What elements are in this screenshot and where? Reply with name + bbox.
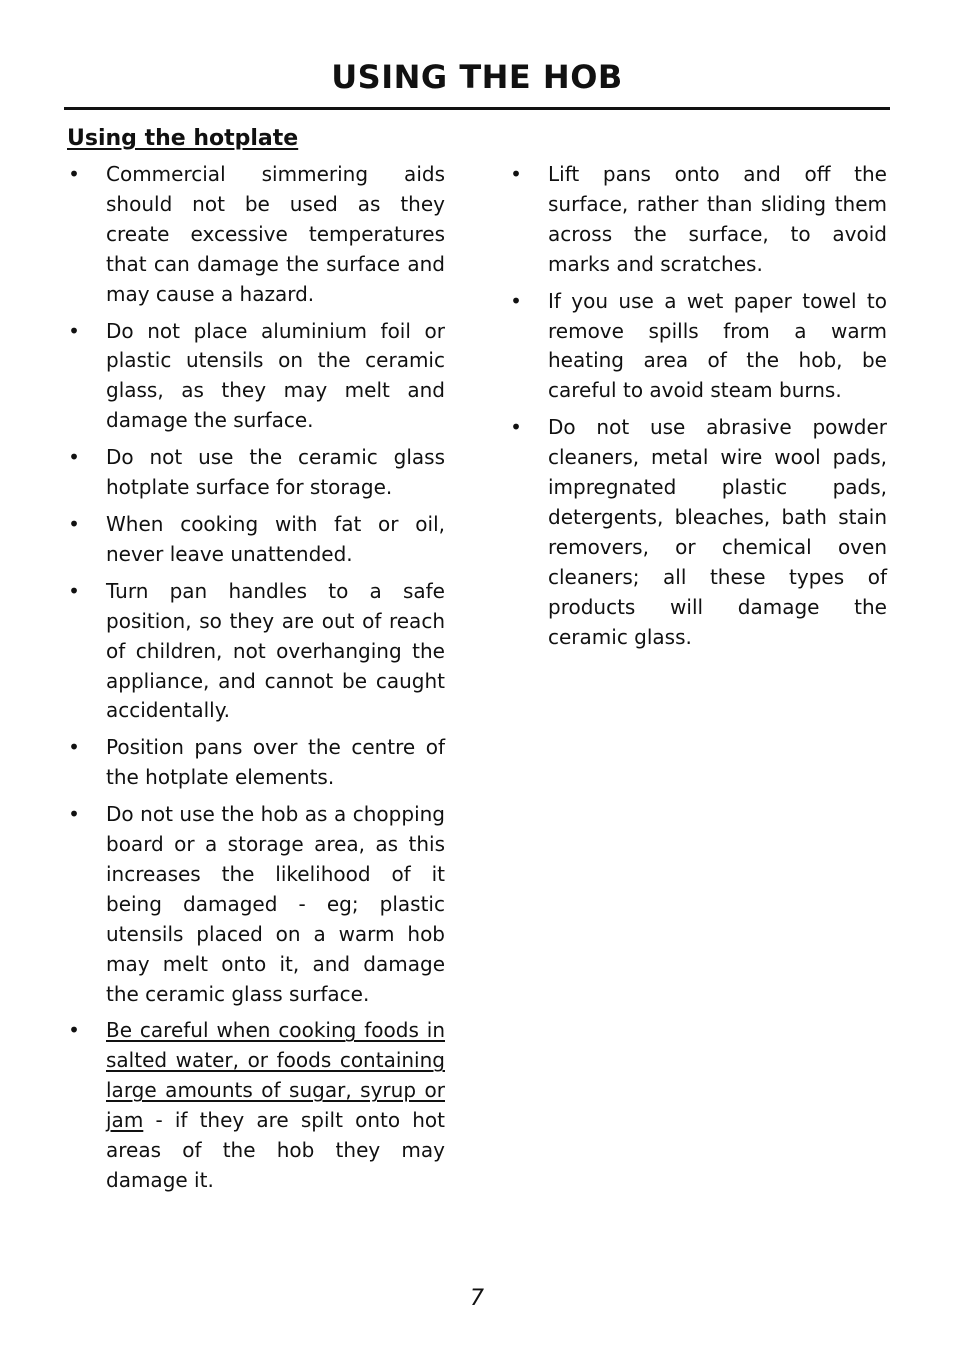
list-item-text: If you use a wet paper towel to remove spills from a warm heating area of the hob, be careful to avoid steam burns.	[548, 288, 887, 403]
list-item	[67, 577, 445, 727]
list-item-text: Do not use abrasive powder cleaners, metal wire wool pads, impregnated plastic pads, detergents, bleaches, bath stain removers, or chemical oven cleaners; all these types of products will damage the ceramic glass.	[548, 415, 887, 649]
list-item	[509, 413, 887, 652]
list-item-text: Do not use the hob as a chopping board or a storage area, as this increases the likelihood of it being damaged - eg; plastic utensils placed on a warm hob may melt onto it, and damage the ceramic glass surface.	[106, 802, 445, 1006]
bullet-icon: •	[68, 445, 80, 470]
list-item-text: Position pans over the centre of the hotplate elements.	[106, 735, 445, 790]
bullet-icon: •	[68, 318, 80, 343]
list-item-text: Do not use the ceramic glass hotplate surface for storage.	[106, 445, 445, 500]
underlined-warning-text: Be careful when cooking foods in salted water, or foods containing large amounts of sugar, syrup or jam	[106, 1018, 445, 1133]
list-item	[67, 733, 445, 793]
bullet-icon: •	[510, 415, 522, 440]
list-item-text: Lift pans onto and off the surface, rather than sliding them across the surface, to avoid marks and scratches.	[548, 162, 887, 276]
list-item	[509, 160, 887, 280]
list-item	[67, 443, 445, 503]
bullet-icon: •	[68, 578, 80, 603]
list-item	[67, 317, 445, 437]
bullet-icon: •	[510, 162, 522, 186]
bullet-icon: •	[68, 735, 80, 760]
list-item-text: When cooking with fat or oil, never leave unattended.	[106, 511, 445, 566]
bullet-icon: •	[68, 1018, 80, 1043]
section-heading: Using the hotplate	[67, 126, 299, 151]
page-title: USING THE HOB	[331, 58, 623, 96]
bullet-icon: •	[68, 802, 80, 827]
left-bullet-list	[67, 160, 445, 1203]
title-divider	[64, 107, 890, 110]
list-item-text: Turn pan handles to a safe position, so they are out of reach of children, not overhanging the appliance, and cannot be caught accidentally.	[106, 578, 445, 723]
right-bullet-list	[509, 160, 887, 660]
page-number: 7	[470, 1286, 484, 1311]
list-item-text: Commercial simmering aids should not be used as they create excessive temperatures that can damage the surface and may cause a hazard.	[106, 162, 445, 306]
list-item	[67, 160, 445, 310]
list-item-text: - if they are spilt onto hot areas of the hob they may damage it.	[106, 1108, 445, 1192]
list-item	[67, 1016, 445, 1195]
list-item-text: Do not place aluminium foil or plastic utensils on the ceramic glass, as they may melt and damage the surface.	[106, 318, 445, 433]
bullet-icon: •	[68, 162, 80, 186]
bullet-icon: •	[68, 511, 80, 536]
bullet-icon: •	[510, 288, 522, 313]
list-item	[67, 800, 445, 1009]
list-item	[67, 510, 445, 570]
list-item	[509, 287, 887, 407]
